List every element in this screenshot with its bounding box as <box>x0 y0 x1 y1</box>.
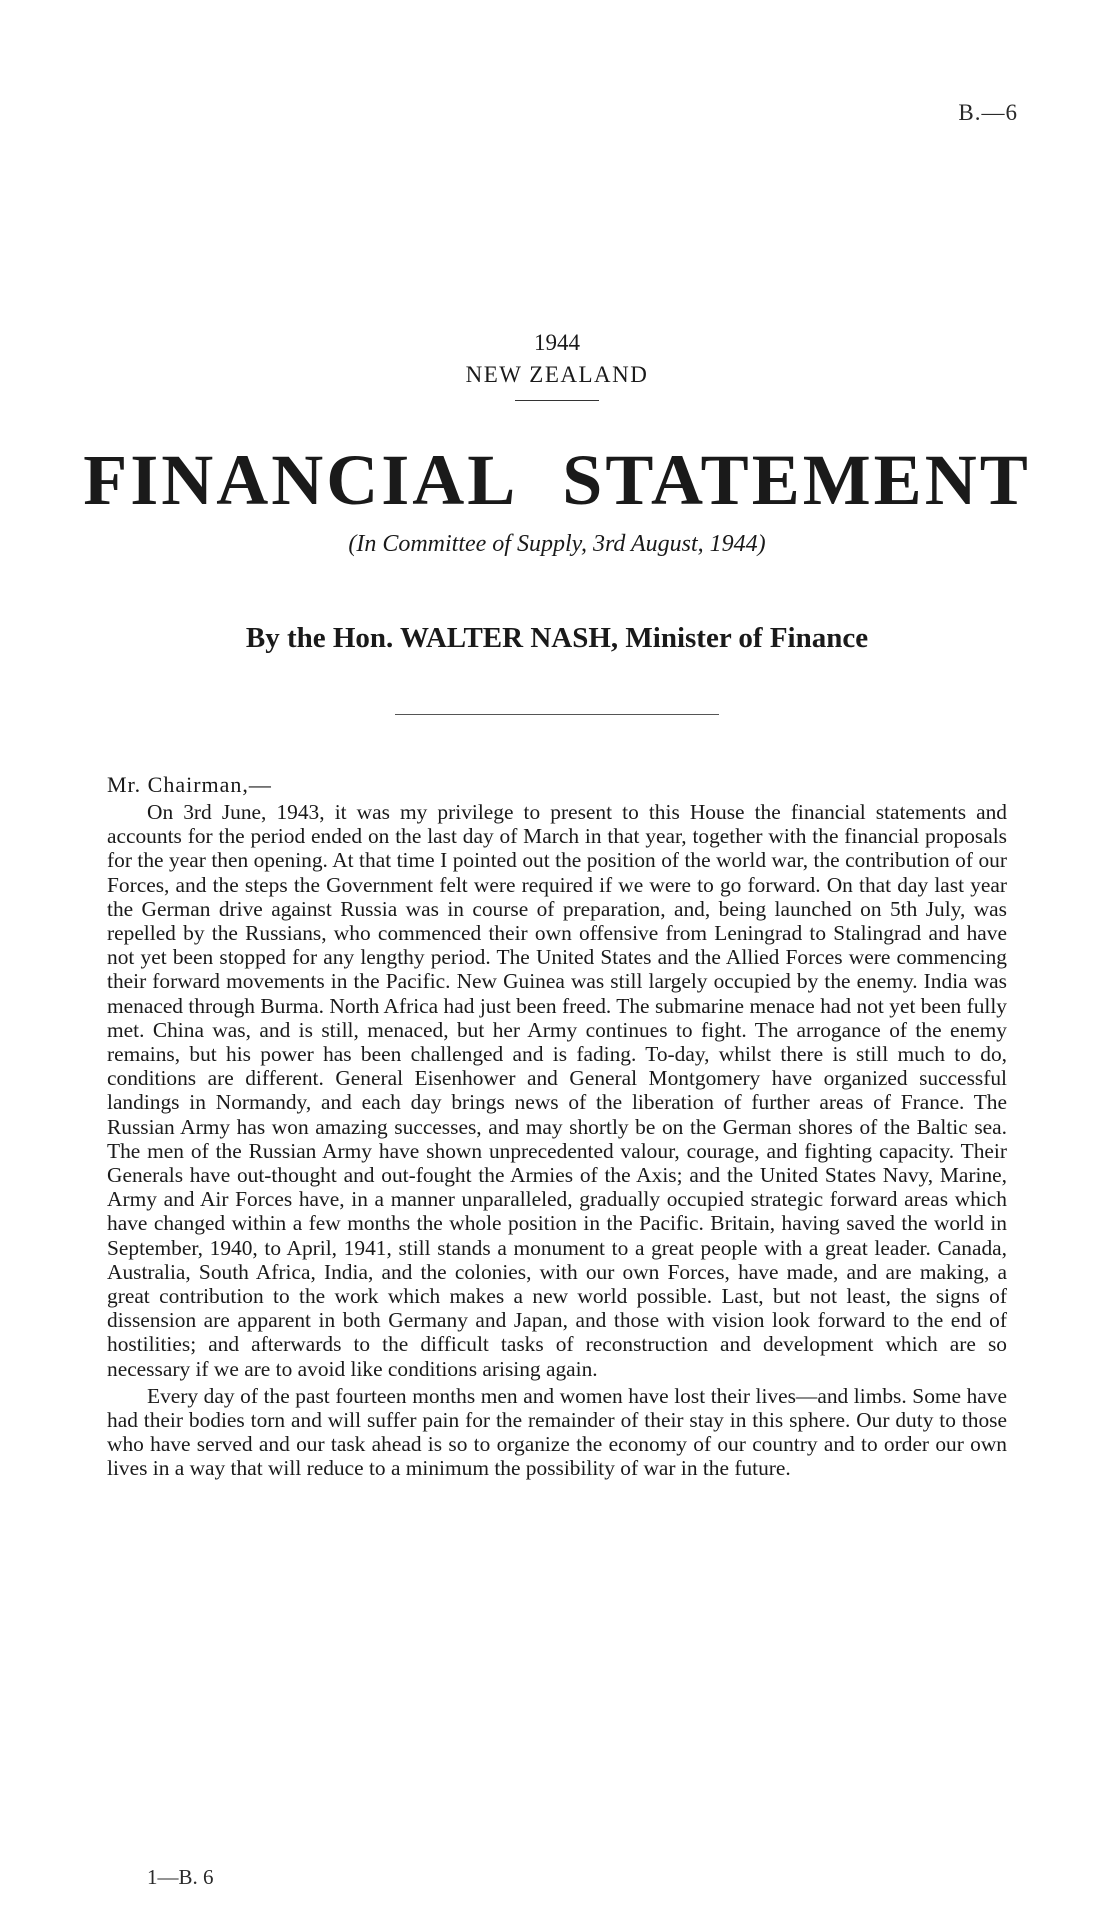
paragraph-1: On 3rd June, 1943, it was my privilege to present to this House the financial statements and accounts for the period ended on the last day of March in that year, together with the financial proposals for the year then opening. At that time I pointed out the position of the world war, the contribution of our Forces, and the steps the Government felt were required if we were to go forward. On that day last year the German drive against Russia was in course of preparation, and, being launched on 5th July, was repelled by the Russians, who commenced their own offensive from Leningrad to Stalingrad and have not yet been stopped for any lengthy period. The United States and the Allied Forces were commencing their forward movements in the Pacific. New Guinea was still largely occupied by the enemy. India was menaced through Burma. North Africa had just been freed. The submarine menace had not yet been fully met. China was, and is still, menaced, but her Army continues to fight. The arrogance of the enemy remains, but his power has been challenged and is fading. To-day, whilst there is still much to do, conditions are different. General Eisenhower and General Montgomery have organized successful landings in Normandy, and each day brings news of the liberation of further areas of France. The Russian Army has won amazing successes, and may shortly be on the German shores of the Baltic sea. The men of the Russian Army have shown unprecedented valour, courage, and fighting capacity. Their Generals have out-thought and out-fought the Armies of the Axis; and the United States Navy, Marine, Army and Air Forces have, in a manner unparalleled, gradually occupied strategic forward areas which have changed within a few months the whole position in the Pacific. Britain, having saved the world in September, 1940, to April, 1941, still stands a monument to a great people with a great leader. Canada, Australia, South Africa, India, and the colonies, with our own Forces, have made, and are making, a great contribution to the work which makes a new world possible. Last, but not least, the signs of dissension are apparent in both Germany and Japan, and those with vision look forward to the end of hostilities; and afterwards to the difficult tasks of reconstruction and development which are so necessary if we are to avoid like conditions arising again. <box>107 800 1007 1381</box>
paragraph-2: Every day of the past fourteen months men and women have lost their lives—and limbs. Some have had their bodies torn and will suffer pain for the remainder of their stay in this sphere. Our duty to those who have served and our task ahead is so to organize the economy of our country and to order our own lives in a way that will reduce to a minimum the possibility of war in the future. <box>107 1383 1007 1481</box>
printer-signature: 1—B. 6 <box>147 1865 214 1889</box>
document-country: NEW ZEALAND <box>465 362 649 387</box>
title-divider <box>515 400 599 401</box>
page-reference: B.—6 <box>958 100 1018 125</box>
document-subtitle: (In Committee of Supply, 3rd August, 1944) <box>348 531 766 557</box>
section-divider <box>395 714 719 715</box>
title-word-financial: FINANCIAL <box>83 440 519 520</box>
document-year: 1944 <box>534 330 580 355</box>
title-word-statement: STATEMENT <box>562 440 1031 520</box>
body-text <box>107 800 1007 1481</box>
salutation: Mr. Chairman,— <box>107 772 272 797</box>
document-author: By the Hon. WALTER NASH, Minister of Finance <box>245 622 869 654</box>
document-title <box>0 440 1114 520</box>
